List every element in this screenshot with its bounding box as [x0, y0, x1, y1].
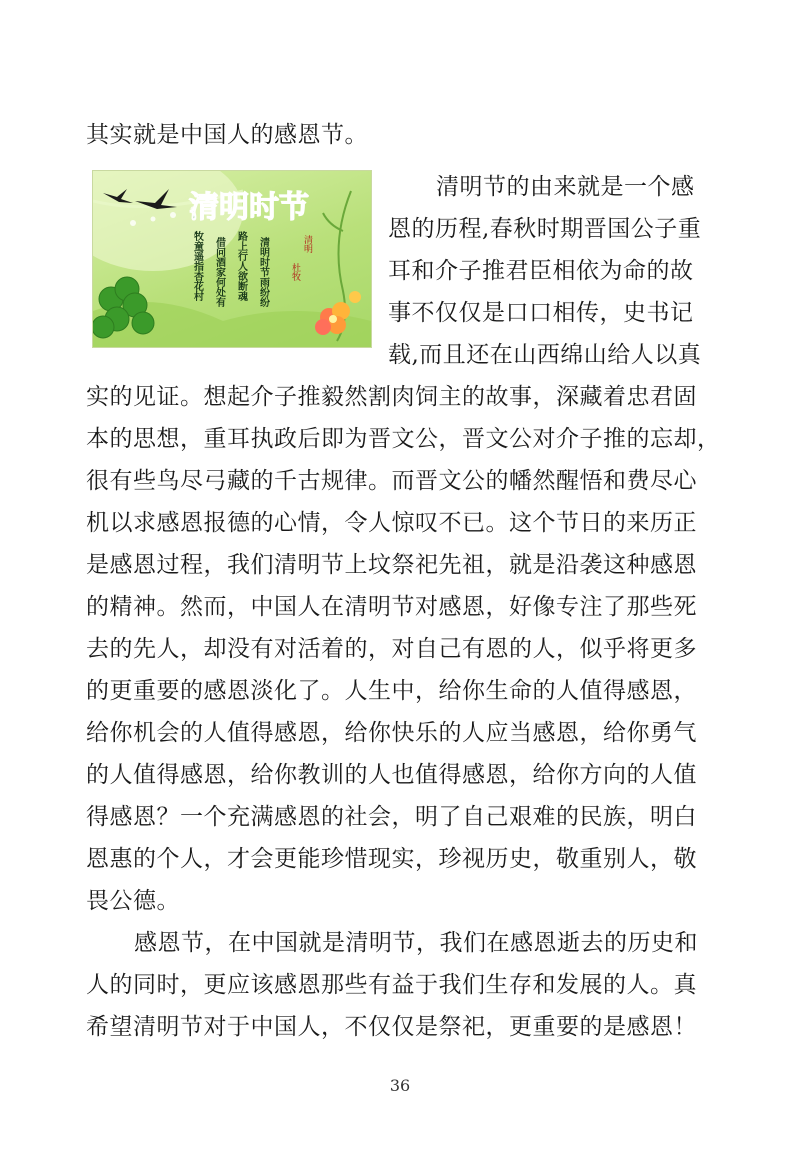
text-line: 耳和介子推君臣相依为命的故: [388, 258, 694, 284]
text-line: 本的思想，重耳执政后即为晋文公，晋文公对介子推的忘却，: [86, 426, 721, 452]
illustration-drawing: [93, 171, 371, 347]
poem-author: 杜牧: [290, 263, 300, 281]
poem-column: 牧童遥指杏花村: [191, 231, 203, 301]
clover-icon: [93, 277, 154, 338]
text-line: 给你机会的人值得感恩，给你快乐的人应当感恩，给你勇气: [86, 720, 697, 746]
text-line: 恩的历程,春秋时期晋国公子重: [388, 216, 702, 242]
text-line: 机以求感恩报德的心情，令人惊叹不已。这个节日的来历正: [86, 510, 697, 536]
text-line: 希望清明节对于中国人，不仅仅是祭祀，更重要的是感恩！: [86, 1014, 697, 1040]
text-line: 载,而且还在山西绵山给人以真: [388, 342, 702, 368]
text-line: 得感恩？一个充满感恩的社会，明了自己艰难的民族，明白: [86, 804, 697, 830]
text-line: 的人值得感恩，给你教训的人也值得感恩，给你方向的人值: [86, 762, 697, 788]
figure-title: 清明时节: [189, 190, 309, 225]
text-line: 事不仅仅是口口相传，史书记: [388, 300, 694, 326]
text-line: 畏公德。: [86, 888, 180, 914]
page-number: 36: [389, 1076, 411, 1095]
poem-title: 清明: [302, 235, 312, 253]
text-line: 是感恩过程，我们清明节上坟祭祀先祖，就是沿袭这种感恩: [86, 552, 697, 578]
text-line: 去的先人，却没有对活着的，对自己有恩的人，似乎将更多: [86, 636, 697, 662]
poem-column: 清明时节雨纷纷: [257, 237, 269, 307]
text-line: 人的同时，更应该感恩那些有益于我们生存和发展的人。真: [86, 972, 697, 998]
text-line: 感恩节，在中国就是清明节，我们在感恩逝去的历史和: [134, 930, 698, 956]
poem-column: 借问酒家何处有: [213, 237, 225, 307]
text-line: 实的见证。想起介子推毅然割肉饲主的故事，深藏着忠君固: [86, 384, 697, 410]
qingming-illustration: [92, 170, 372, 348]
text-line: 恩惠的个人，才会更能珍惜现实，珍视历史，敬重别人，敬: [86, 846, 697, 872]
poem-column: 路上行人欲断魂: [235, 231, 247, 301]
text-line: 清明节的由来就是一个感: [436, 174, 695, 200]
text-line: 的更重要的感恩淡化了。人生中，给你生命的人值得感恩，: [86, 678, 697, 704]
text-line: 很有些鸟尽弓藏的千古规律。而晋文公的幡然醒悟和费尽心: [86, 468, 697, 494]
text-line: 的精神。然而，中国人在清明节对感恩，好像专注了那些死: [86, 594, 697, 620]
text-line: 其实就是中国人的感恩节。: [86, 122, 368, 148]
